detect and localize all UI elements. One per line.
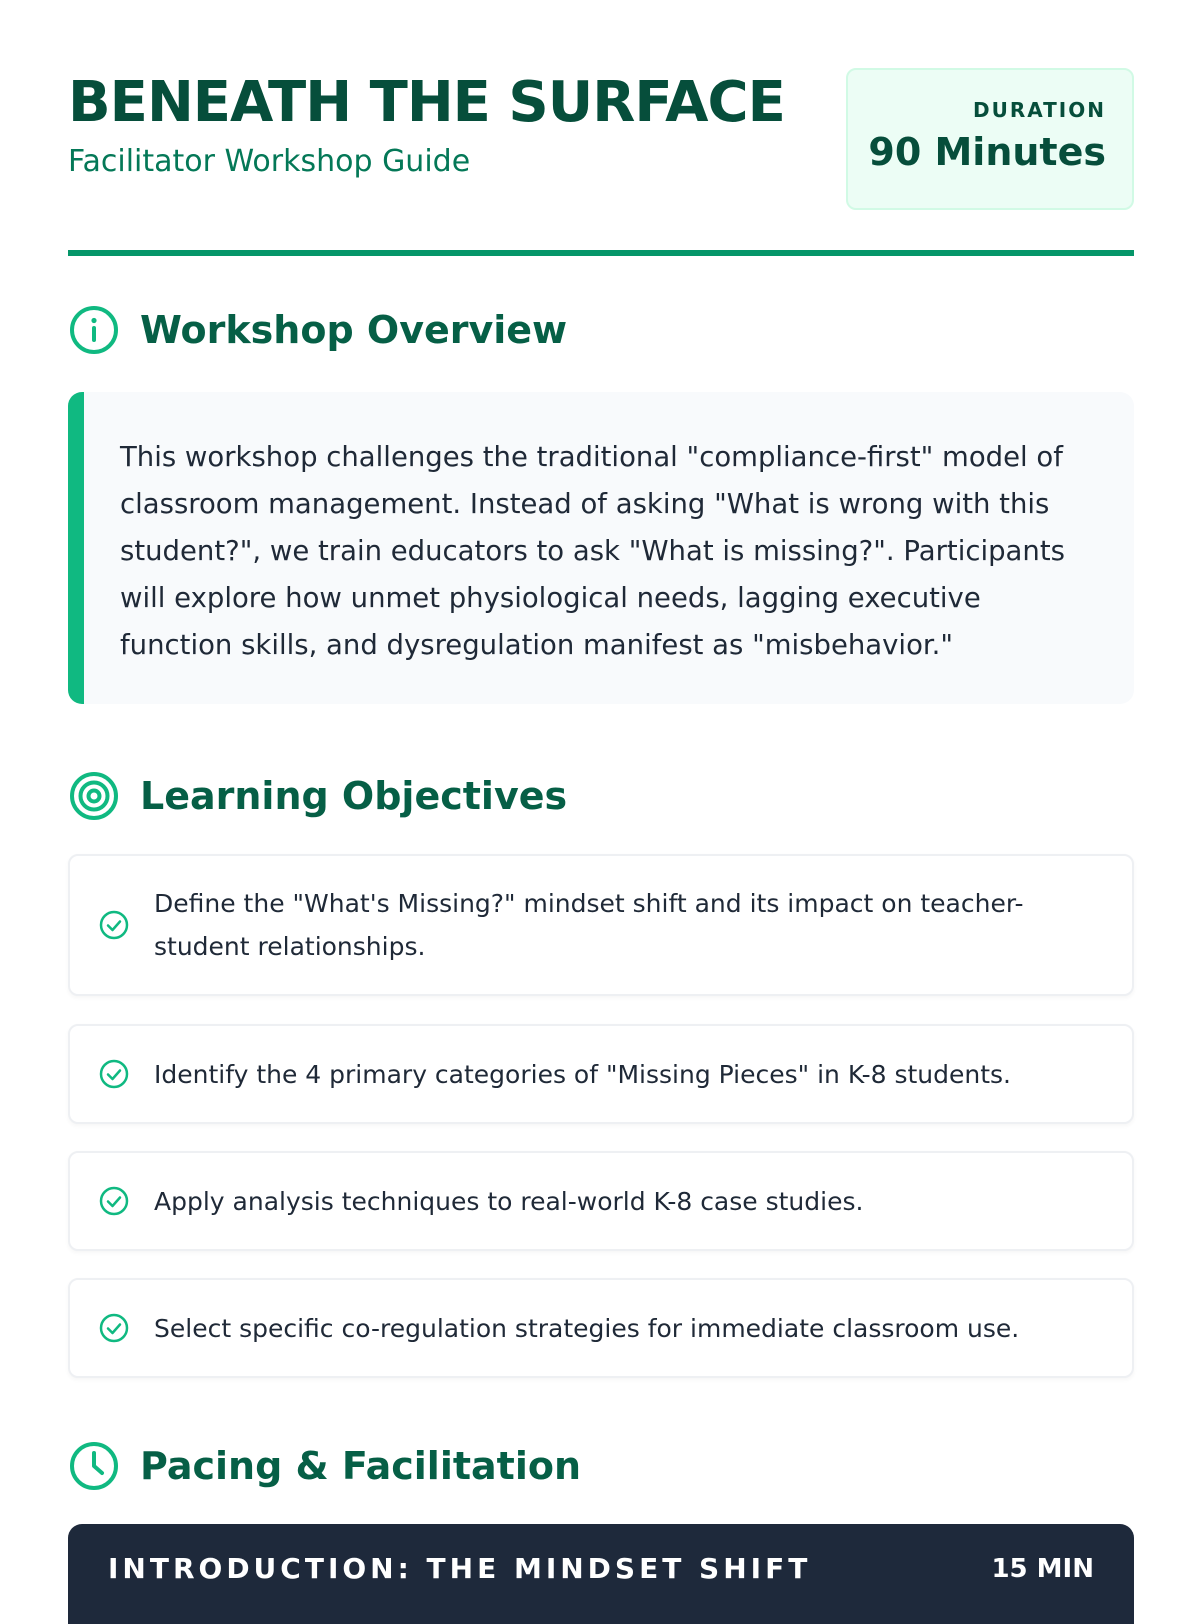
objective-text: Define the "What's Missing?" mindset shift and its impact on teacher-student relationships. — [154, 889, 1024, 961]
phase-title: INTRODUCTION: THE MINDSET SHIFT — [108, 1552, 812, 1585]
objective-item — [68, 1151, 1134, 1251]
duration-label: DURATION — [973, 98, 1106, 122]
phase-duration: 15 MIN — [991, 1554, 1094, 1584]
duration-value: 90 Minutes — [868, 130, 1106, 174]
objectives-heading: Learning Objectives — [140, 774, 568, 818]
check-circle-icon — [98, 1058, 130, 1090]
info-icon — [68, 304, 120, 356]
workshop-guide-page — [68, 0, 1134, 1585]
objectives-section-heading — [68, 768, 567, 824]
check-circle-icon — [98, 909, 130, 941]
objective-item — [68, 854, 1134, 996]
pacing-phase-header — [68, 1524, 1134, 1624]
objective-text: Apply analysis techniques to real-world K-8 case studies. — [154, 1186, 864, 1216]
overview-card — [68, 392, 1134, 704]
overview-section-heading — [68, 302, 567, 358]
overview-accent-bar — [68, 392, 84, 704]
objective-text: Identify the 4 primary categories of "Missing Pieces" in K-8 students. — [154, 1059, 1012, 1089]
overview-text: This workshop challenges the traditional "compliance-first" model of classroom management. Instead of asking "What is wrong with this student?", we train educators to ask "What is missing?". Participants will explore how unmet physiological needs, lagging executive function skills, and dysregulation manifest as "misbehavior." — [120, 441, 1065, 661]
target-icon — [68, 770, 120, 822]
clock-icon — [68, 1440, 120, 1492]
objective-item — [68, 1278, 1134, 1378]
objective-item — [68, 1024, 1134, 1124]
pacing-heading: Pacing & Facilitation — [140, 1444, 582, 1488]
check-circle-icon — [98, 1312, 130, 1344]
check-circle-icon — [98, 1185, 130, 1217]
page-subtitle: Facilitator Workshop Guide — [68, 144, 471, 179]
overview-heading: Workshop Overview — [140, 308, 568, 352]
page-header — [68, 0, 1134, 258]
duration-badge — [846, 68, 1134, 210]
page-title: BENEATH THE SURFACE — [68, 70, 785, 135]
header-divider — [68, 250, 1134, 256]
pacing-section-heading — [68, 1438, 581, 1494]
objective-text: Select specific co-regulation strategies for immediate classroom use. — [154, 1313, 1020, 1343]
